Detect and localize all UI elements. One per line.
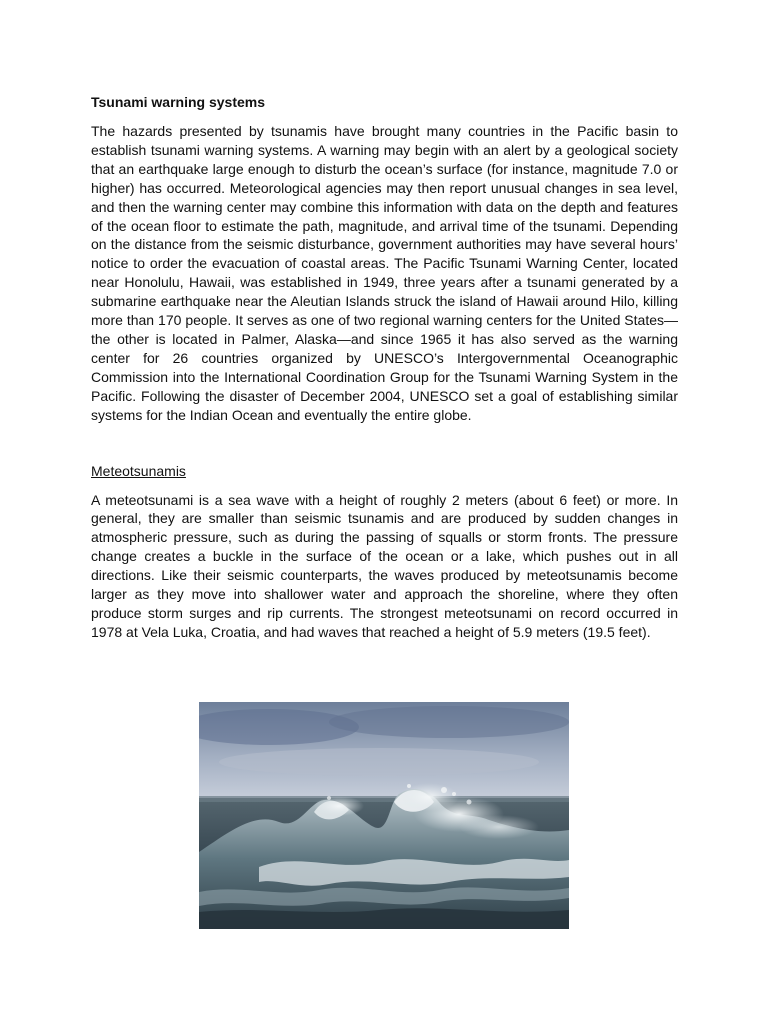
paragraph-meteotsunamis: A meteotsunami is a sea wave with a height of roughly 2 meters (about 6 feet) or more. In general, they are smaller than seismic tsunamis and are produced by sudden changes in atmospheric pressure, such as during the passing of squalls or storm fronts. The pressure change creates a buckle in the surface of the ocean or a lake, which pushes out in all directions. Like their seismic counterparts, the waves produced by meteotsunamis become larger as they move into shallower water and approach the shoreline, where they often produce storm surges and rip currents. The strongest meteotsunami on record occurred in 1978 at Vela Luka, Croatia, and had waves that reached a height of 5.9 meters (19.5 feet). [91, 491, 678, 640]
paragraph-tsunami-warning-systems: The hazards presented by tsunamis have brought many countries in the Pacific basin to establish tsunami warning systems. A warning may begin with an alert by a geological society that an earthquake large enough to disturb the ocean’s surface (for instance, magnitude 7.0 or higher) has occurred. Meteorological agencies may then report unusual changes in sea level, and then the warning center may combine this information with data on the depth and features of the ocean floor to estimate the path, magnitude, and arrival time of the tsunami. Depending on the distance from the seismic disturbance, government authorities may have several hours’ notice to order the evacuation of coastal areas. The Pacific Tsunami Warning Center, located near Honolulu, Hawaii, was established in 1949, three years after a tsunami generated by a submarine earthquake near the Aleutian Islands struck the island of Hawaii around Hilo, killing more than 170 people. It serves as one of two regional warning centers for the United States—the other is located in Palmer, Alaska—and since 1965 it has also served as the warning center for 26 countries organized by UNESCO’s Intergovernmental Oceanographic Commission into the International Coordination Group for the Tsunami Warning System in the Pacific. Following the disaster of December 2004, UNESCO set a goal of establishing similar systems for the Indian Ocean and eventually the entire globe. [91, 123, 678, 423]
section-heading-meteotsunamis: Meteotsunamis [91, 462, 186, 479]
document-body [91, 92, 678, 642]
section-heading-tsunami-warning-systems: Tsunami warning systems [91, 94, 266, 110]
wave-illustration [199, 702, 569, 929]
storm-wave-photo [199, 702, 569, 929]
